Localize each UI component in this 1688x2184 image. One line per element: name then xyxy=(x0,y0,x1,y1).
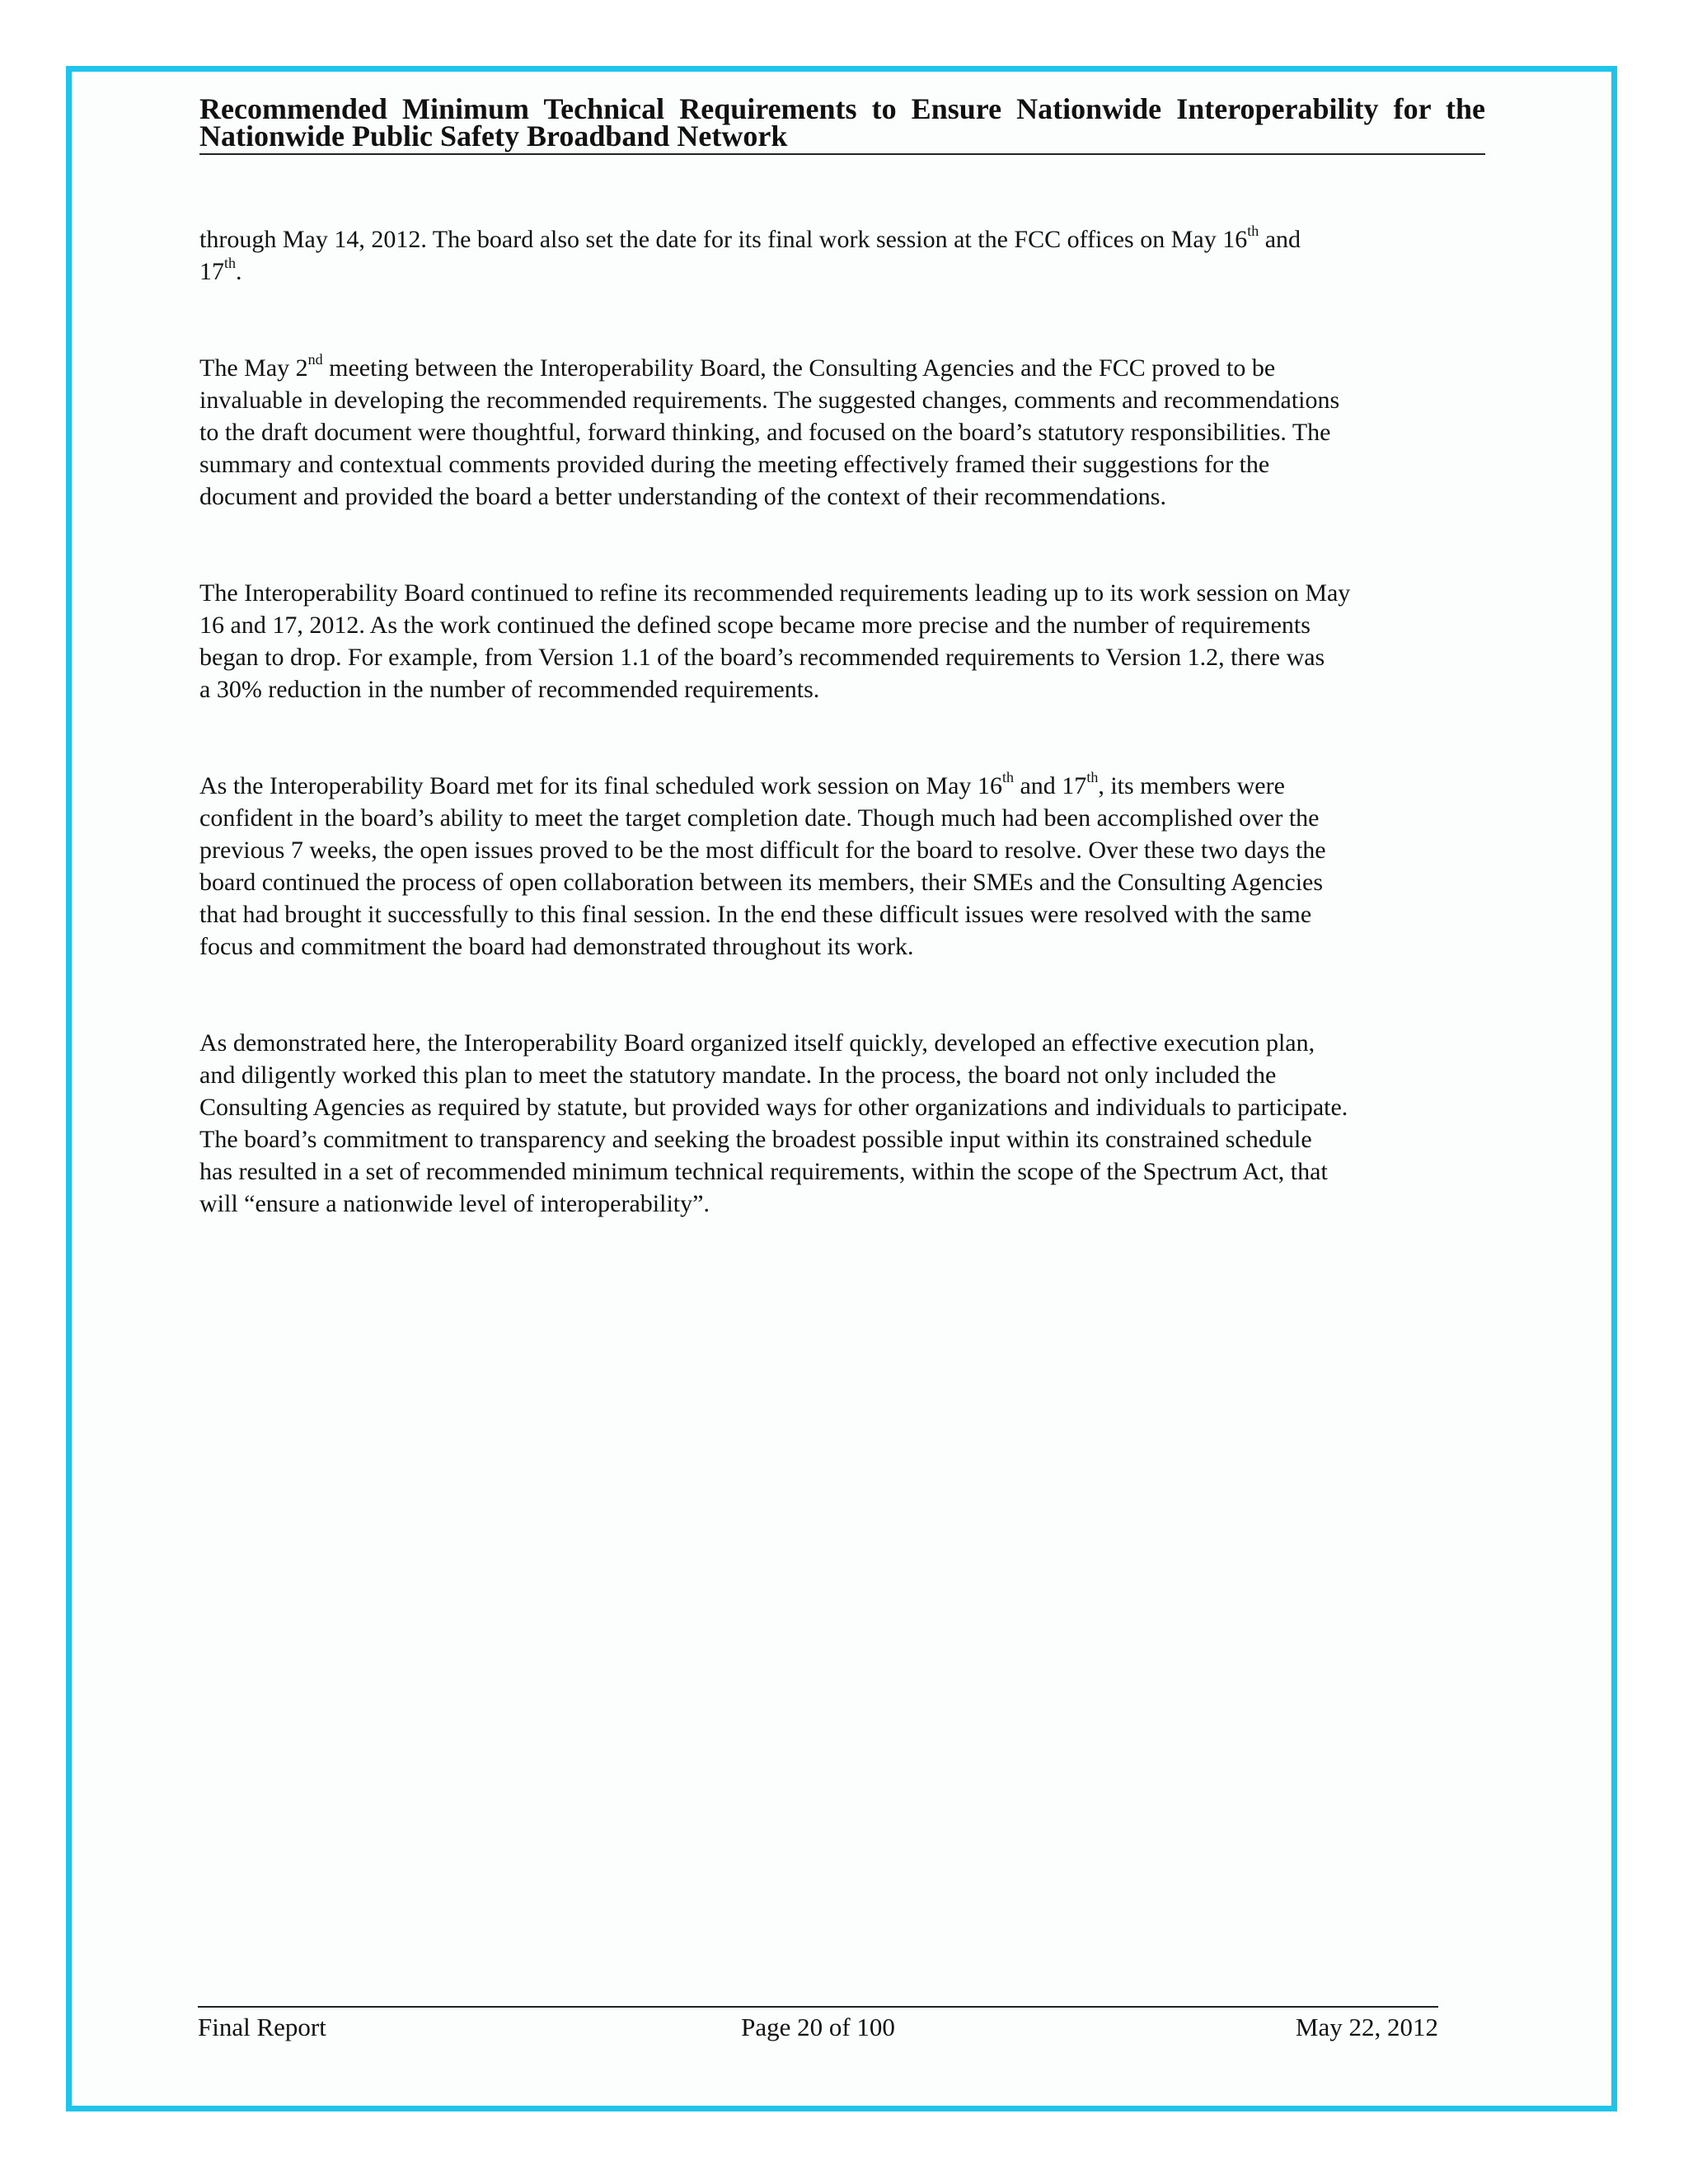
paragraph-text: The May 2 xyxy=(199,354,308,382)
paragraph-text: , its members were confident in the board’s ability to meet the target completion date. Though much had been accomplished over the previous 7 weeks, the open issues proved to be the most difficult for the board to resolve. Over these two days the board continued the process of open collaboration between its members, their SMEs and the Consulting Agencies that had brought it successfully to this final session. In the end these difficult issues were resolved with the same focus and commitment the board had demonstrated throughout its work. xyxy=(199,772,1326,960)
paragraph xyxy=(199,545,1485,705)
paragraph-text: and 17 xyxy=(1013,772,1087,799)
paragraph xyxy=(199,738,1485,963)
superscript: th xyxy=(224,255,237,271)
paragraph-text: . xyxy=(236,258,242,285)
paragraph-text: meeting between the Interoperability Board, the Consulting Agencies and the FCC proved to be invaluable in developing the recommended requirements. The suggested changes, comments and recommendations to the draft document were thoughtful, forward thinking, and focused on the board’s statutory responsibilities. The summary and contextual comments provided during the meeting effectively framed their suggestions for the document and provided the board a better understanding of the context of their recommendations. xyxy=(199,354,1340,510)
superscript: th xyxy=(1247,223,1259,239)
paragraph xyxy=(199,191,1485,288)
superscript: th xyxy=(1086,769,1099,785)
footer-report-label: Final Report xyxy=(198,2013,326,2041)
footer-date: May 22, 2012 xyxy=(1295,2013,1438,2041)
paragraph-text: As the Interoperability Board met for its final scheduled work session on May 16 xyxy=(199,772,1002,799)
paragraph-text: As demonstrated here, the Interoperability Board organized itself quickly, developed an effective execution plan, and diligently worked this plan to meet the statutory mandate. In the process, the board not only included the Consulting Agencies as required by statute, but provided ways for other organizations and individuals to participate. The board’s commitment to transparency and seeking the broadest possible input within its constrained schedule has resulted in a set of recommended minimum technical requirements, within the scope of the Spectrum Act, that will “ensure a nationwide level of interoperability”. xyxy=(199,1029,1348,1217)
page-header xyxy=(199,92,1485,155)
paragraph xyxy=(199,320,1485,513)
paragraph-text: through May 14, 2012. The board also set the date for its final work session at the FCC offices on May 16 xyxy=(199,226,1248,253)
paragraph xyxy=(199,995,1485,1220)
superscript: th xyxy=(1001,769,1014,785)
document-title: Recommended Minimum Technical Requirements to Ensure Nationwide Interoperability for the Nationwide Public Safety Broadband Network xyxy=(199,92,1485,152)
paragraph-text: The Interoperability Board continued to refine its recommended requirements leading up to its work session on May 16 and 17, 2012. As the work continued the defined scope became more precise and the number of requirements began to drop. For example, from Version 1.1 of the board’s recommended requirements to Version 1.2, there was a 30% reduction in the number of recommended requirements. xyxy=(199,579,1351,703)
footer-divider xyxy=(198,2006,1438,2008)
page-number: Page 20 of 100 xyxy=(741,2013,895,2041)
paragraph-text: and 17 xyxy=(199,226,1301,285)
superscript: nd xyxy=(307,351,323,368)
body-text xyxy=(199,191,1485,1252)
